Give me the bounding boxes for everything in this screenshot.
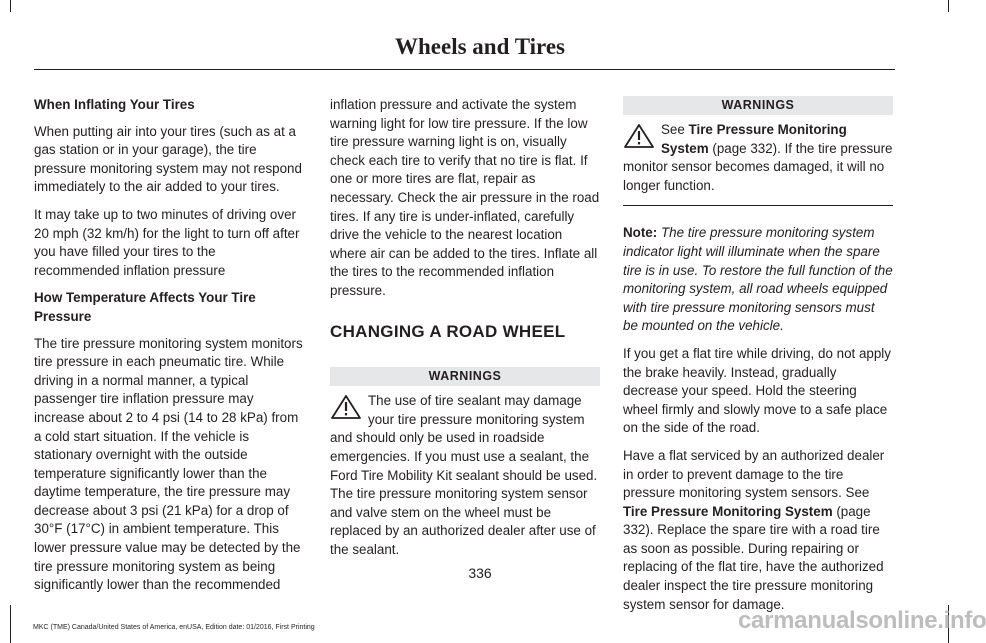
warning-suffix: (page 332). If the tire pressure monitor sensor becomes damaged, it will no longer function. bbox=[623, 140, 893, 193]
paragraph-prefix: Have a flat serviced by an authorized dealer in order to prevent damage to the tire pressure monitoring system sensors. See bbox=[623, 447, 885, 501]
paragraph: If you get a flat tire while driving, do not apply the brake heavily. Instead, gradually decrease your speed. Hold the steering wheel firmly and slowly move to a safe place on the side of the road. bbox=[623, 345, 891, 436]
page-title: Wheels and Tires bbox=[395, 34, 565, 59]
footer-edition-info: MKC (TME) Canada/United States of America, enUSA, Edition date: 01/2016, First Printing bbox=[33, 624, 315, 631]
warning-divider bbox=[623, 205, 893, 206]
note-text: The tire pressure monitoring system indicator light will illuminate when the spare tire is in use. To restore the full function of the monitoring system, all road wheels equipped with tire pressure monitoring sensors must be mounted on the vehicle. bbox=[623, 225, 893, 334]
warnings-banner: WARNINGS bbox=[330, 367, 600, 386]
section-heading-changing-wheel: CHANGING A ROAD WHEEL bbox=[330, 321, 566, 341]
warnings-banner: WARNINGS bbox=[623, 96, 893, 115]
page-number: 336 bbox=[468, 565, 492, 581]
crop-mark-top-right bbox=[948, 0, 949, 12]
warning-text bbox=[623, 121, 893, 195]
paragraph bbox=[623, 447, 893, 614]
column-right bbox=[623, 96, 893, 623]
paragraph: When putting air into your tires (such as at a gas station or in your garage), the tire pressure monitoring system may not respond immediately to the air added to your tires. bbox=[34, 123, 302, 195]
paragraph-suffix: (page 332). Replace the spare tire with a road tire as soon as possible. During repairing or replacing of the flat tire, have the authorized dealer inspect the tire pressure monitoring system sensor for damage. bbox=[623, 503, 884, 612]
crop-mark-bottom-left bbox=[10, 605, 11, 643]
cross-reference-tpms[interactable]: Tire Pressure Monitoring System bbox=[623, 503, 833, 519]
subheading-temperature: How Temperature Affects Your Tire Pressure bbox=[34, 290, 256, 324]
warning-triangle-icon bbox=[623, 123, 655, 149]
column-left bbox=[34, 96, 304, 604]
watermark: carmanualsonline.info bbox=[738, 607, 986, 634]
warning-prefix: See bbox=[661, 122, 689, 137]
crop-mark-top-left bbox=[10, 0, 11, 12]
note-label: Note: bbox=[623, 225, 658, 241]
warning-text: The use of tire sealant may damage your tire pressure monitoring system and should only be used in roadside emergencies. If you must use a sealant, the Ford Tire Mobility Kit sealant should be used. The tire pressure monitoring system sensor and valve stem on the wheel must be replaced by an authorized dealer after use of the sealant. bbox=[330, 393, 598, 557]
paragraph: It may take up to two minutes of driving over 20 mph (32 km/h) for the light to turn off after you have filled your tires to the recommended inflation pressure bbox=[34, 206, 300, 278]
warning-triangle-icon bbox=[330, 394, 362, 420]
header-divider bbox=[34, 69, 895, 70]
subheading-inflating: When Inflating Your Tires bbox=[34, 97, 195, 112]
paragraph: inflation pressure and activate the system warning light for low tire pressure. If the low tire pressure warning light is on, visually check each tire to verify that no tire is flat. If one or more tires are flat, repair as necessary. Check the air pressure in the road tires. If any tire is under-inflated, carefully drive the vehicle to the nearest location where air can be added to the tires. Inflate all the tires to the recommended inflation pressure. bbox=[330, 97, 600, 298]
column-middle bbox=[330, 96, 600, 559]
warning-block bbox=[330, 392, 600, 559]
paragraph: The tire pressure monitoring system monitors tire pressure in each pneumatic tire. While driving in a normal manner, a typical passenger tire inflation pressure may increase about 2 to 4 psi (14 to 28 kPa) from a cold start situation. If the vehicle is stationary overnight with the outside temperature significantly lower than the daytime temperature, the tire pressure may decrease about 3 psi (21 kPa) for a drop of 30°F (17°C) in ambient temperature. This lower pressure value may be detected by the tire pressure monitoring system as being significantly lower than the recommended bbox=[34, 335, 303, 593]
warning-block bbox=[623, 121, 893, 195]
cross-reference-tpms[interactable]: Tire Pressure Monitoring System bbox=[661, 122, 847, 156]
note bbox=[623, 224, 893, 336]
